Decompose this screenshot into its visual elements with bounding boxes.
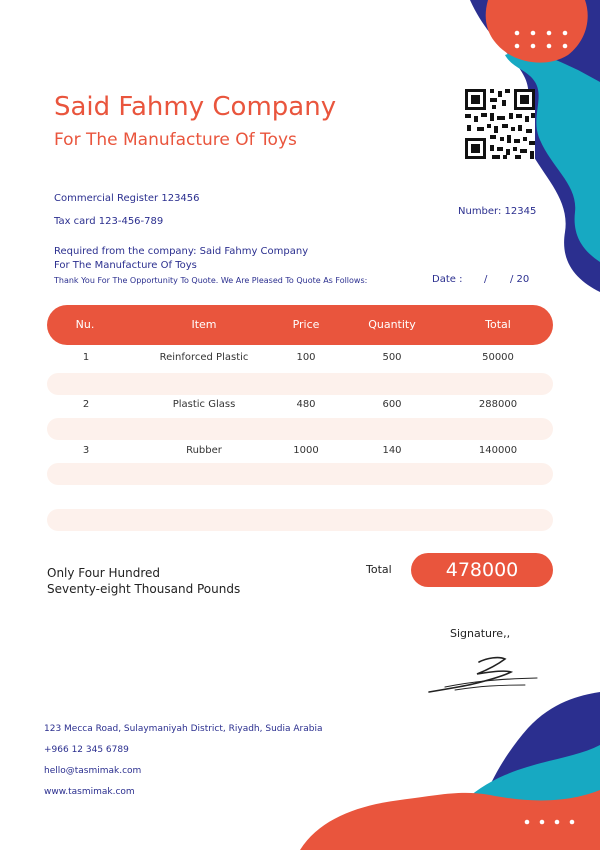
row-quantity: 600 [382,399,402,410]
column-header-total: Total [485,318,511,331]
signature-label: Signature,, [450,627,511,640]
row-quantity: 140 [382,445,402,456]
total-label: Total [366,563,392,576]
amount-in-words [47,565,240,597]
table-row-stripe [47,463,553,485]
thanks-text: Thank You For The Opportunity To Quote. We Are Pleased To Quote As Follows: [54,276,368,285]
column-header-price: Price [292,318,320,331]
row-number: 2 [82,399,90,410]
required-from-line2: For The Manufacture Of Toys [54,260,197,271]
row-number: 1 [82,352,90,363]
date-separator: / [484,274,488,285]
table-header [47,305,553,345]
row-item: Plastic Glass [172,399,236,410]
footer-email[interactable]: hello@tasmimak.com [44,766,142,776]
company-subtitle: For The Manufacture Of Toys [54,130,297,150]
row-price: 480 [296,399,316,410]
row-total: 140000 [478,445,518,456]
quote-number: Number: 12345 [458,206,537,217]
column-header-number: Nu. [75,318,95,331]
required-from-line1: Required from the company: Said Fahmy Company [54,246,309,257]
amount-in-words-line2: Seventy-eight Thousand Pounds [47,582,241,596]
row-price: 100 [296,352,316,363]
row-item: Reinforced Plastic [159,352,249,363]
amount-in-words-line1: Only Four Hundred [47,566,160,580]
table-row-stripe [47,509,553,531]
footer-phone: +966 12 345 6789 [44,745,129,755]
row-quantity: 500 [382,352,402,363]
row-total: 288000 [478,399,518,410]
table-row-stripe [47,418,553,440]
company-name: Said Fahmy Company [54,92,337,122]
tax-card: Tax card 123-456-789 [54,216,164,227]
row-number: 3 [82,445,90,456]
date-year: / 20 [510,274,530,285]
commercial-register: Commercial Register 123456 [54,193,200,204]
date-label: Date : [432,274,463,285]
row-total: 50000 [482,352,514,363]
table-row-stripe [47,373,553,395]
qr-code-icon [465,89,535,159]
footer-address: 123 Mecca Road, Sulaymaniyah District, Riyadh, Sudia Arabia [44,724,323,734]
column-header-item: Item [191,318,217,331]
footer-website[interactable]: www.tasmimak.com [44,787,135,797]
total-value: 478000 [411,553,553,587]
column-header-quantity: Quantity [368,318,416,331]
row-item: Rubber [186,445,222,456]
signature-scribble [425,652,540,697]
row-price: 1000 [293,445,319,456]
